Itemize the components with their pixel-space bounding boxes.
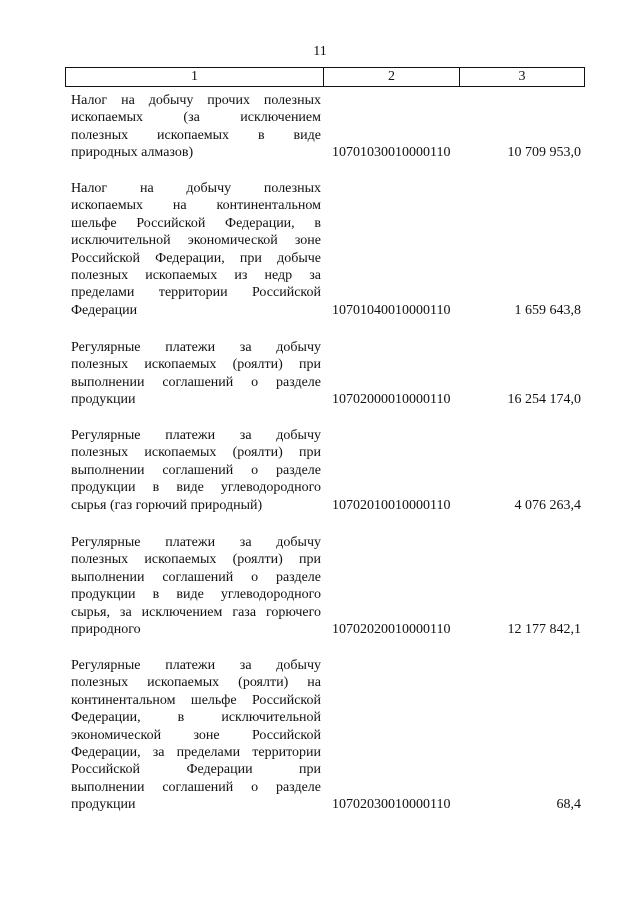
- row-code: 10702030010000110: [332, 797, 451, 813]
- description-line: природного: [71, 622, 141, 638]
- description-line: континентальном шельфе Российской: [71, 692, 321, 708]
- column-header-3: 3: [459, 68, 584, 87]
- row-description: [71, 180, 321, 319]
- row-description: [71, 92, 321, 162]
- description-line: ископаемых (за исключением: [71, 110, 321, 126]
- row-amount: 16 254 174,0: [507, 392, 581, 408]
- description-line: выполнении соглашений о разделе: [71, 569, 321, 585]
- row-description: [71, 339, 321, 409]
- description-line: пределами территории Российской: [71, 285, 321, 301]
- description-line: выполнении соглашений о разделе: [71, 462, 321, 478]
- row-description: [71, 427, 321, 514]
- description-line: исключительной экономической зоне: [71, 233, 321, 249]
- description-line: Федерации, за пределами территории: [71, 745, 321, 761]
- column-header-1: 1: [66, 68, 324, 87]
- description-line: продукции: [71, 797, 136, 813]
- description-line: продукции в виде углеводородного: [71, 480, 321, 496]
- row-amount: 12 177 842,1: [507, 622, 581, 637]
- description-line: сырья (газ горючий природный): [71, 497, 263, 513]
- column-header-row: [66, 68, 585, 87]
- row-code: 10701040010000110: [332, 302, 451, 318]
- description-line: Регулярные платежи за добычу: [71, 658, 321, 673]
- description-line: Федерации, в исключительной: [71, 710, 321, 726]
- description-line: продукции: [71, 392, 136, 408]
- description-line: продукции в виде углеводородного: [71, 587, 321, 603]
- row-amount: 4 076 263,4: [514, 497, 581, 513]
- description-line: шельфе Российской Федерации, в: [71, 215, 321, 231]
- description-line: полезных ископаемых (роялти) на: [71, 675, 321, 691]
- row-amount: 10 709 953,0: [507, 145, 581, 161]
- description-line: Налог на добычу прочих полезных: [71, 93, 321, 108]
- row-amount: 1 659 643,8: [514, 302, 581, 318]
- description-line: Российской Федерации при: [71, 762, 321, 778]
- row-code: 10701030010000110: [332, 145, 451, 161]
- description-line: ископаемых на континентальном: [71, 198, 321, 214]
- description-line: полезных ископаемых (роялти) при: [71, 445, 321, 461]
- description-line: Российской Федерации, при добыче: [71, 250, 321, 266]
- column-header-2: 2: [323, 68, 459, 87]
- description-line: выполнении соглашений о разделе: [71, 779, 321, 795]
- row-code: 10702000010000110: [332, 392, 451, 408]
- column-header-table: [65, 67, 585, 87]
- row-description: [71, 534, 321, 638]
- description-line: полезных ископаемых (роялти) при: [71, 552, 321, 568]
- description-line: Регулярные платежи за добычу: [71, 535, 321, 550]
- description-line: природных алмазов): [71, 145, 194, 161]
- description-line: полезных ископаемых из недр за: [71, 268, 321, 284]
- description-line: Федерации: [71, 302, 138, 318]
- row-code: 10702020010000110: [332, 622, 451, 637]
- description-line: полезных ископаемых (роялти) при: [71, 357, 321, 373]
- description-line: экономической зоне Российской: [71, 727, 321, 743]
- description-line: выполнении соглашений о разделе: [71, 374, 321, 390]
- description-line: сырья, за исключением газа горючего: [71, 604, 321, 620]
- description-line: Налог на добычу полезных: [71, 181, 321, 196]
- description-line: Регулярные платежи за добычу: [71, 428, 321, 443]
- description-line: полезных ископаемых в виде: [71, 127, 321, 143]
- page-number: 11: [313, 44, 327, 59]
- description-line: Регулярные платежи за добычу: [71, 340, 321, 355]
- row-code: 10702010010000110: [332, 497, 451, 513]
- row-description: [71, 657, 321, 814]
- row-amount: 68,4: [556, 797, 581, 813]
